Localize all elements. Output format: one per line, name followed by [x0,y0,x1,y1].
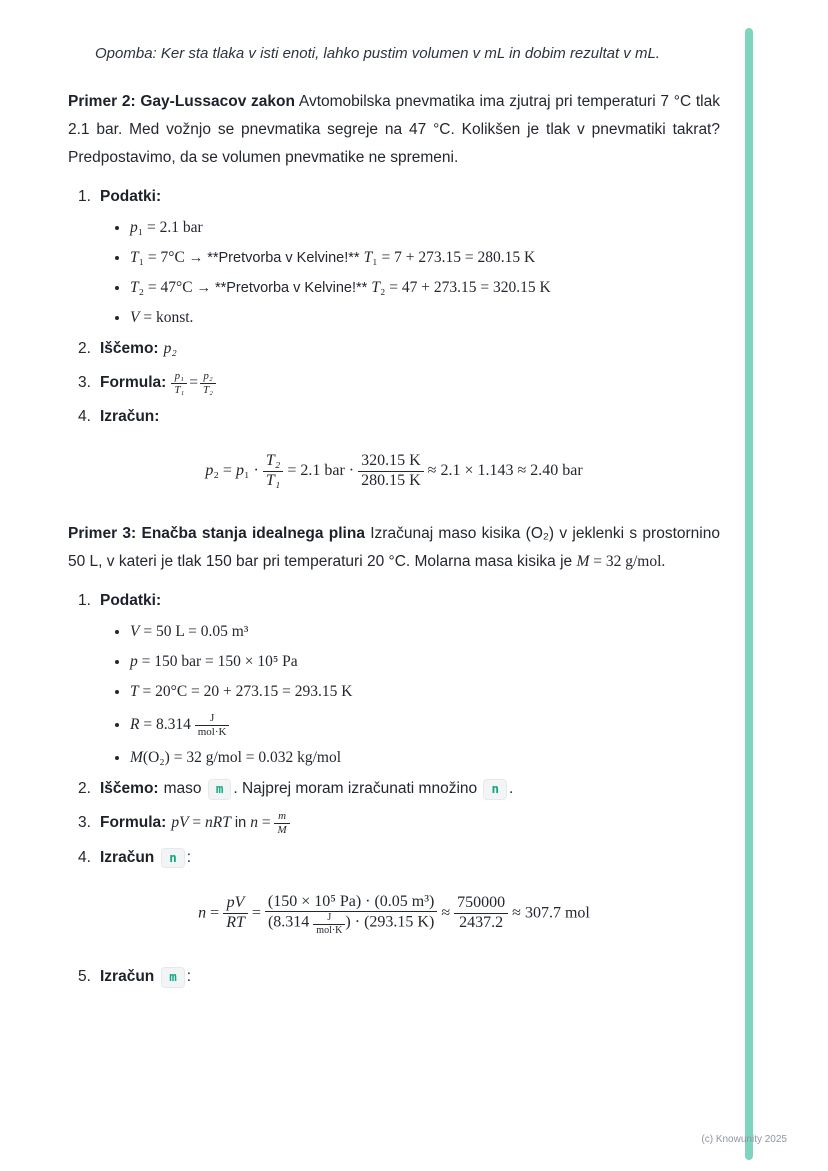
equation-ideal-gas [68,893,720,936]
math-text: ≈ [437,903,455,921]
math-expression [130,653,298,670]
math-text: (O₂) = 32 g/mol = 0.032 kg/mol [142,749,342,767]
math-var: V [130,309,140,326]
math-text: ) · (293.15 K) [345,913,435,931]
math-expression [130,279,551,296]
math-var: M [576,553,590,571]
math-var: pV [171,814,189,832]
fraction-numerator: 320.15 K [358,452,424,471]
text: . Najprej moram izračunati množino [233,780,482,798]
step-podatki-2 [78,186,720,208]
math-text: ≈ 2.1 × 1.143 ≈ 2.40 bar [423,462,583,480]
math-var: R [130,716,140,734]
fraction-numerator: p₂ [200,370,216,384]
fraction-numerator: T₂ [263,452,283,471]
colon: : [186,848,192,866]
math-text: ₁ = 7 + 273.15 = 280.15 K [372,249,536,266]
step-iscemo-2 [78,338,720,360]
math-sub: ₂ [213,462,219,480]
fraction [263,452,283,490]
inline-code-n: n [483,779,507,800]
data-point-t2 [130,278,720,298]
fraction-denominator: RT [226,913,245,931]
copyright: (c) Knowunity 2025 [701,1134,787,1145]
math-var: p₂ [163,340,177,357]
fraction-numerator: (150 × 10⁵ Pa) · (0.05 m³) [265,893,437,912]
math-text: ₁ = 2.1 bar [137,219,203,236]
fraction-denominator: T₂ [203,383,213,396]
fraction-denominator [265,912,437,936]
step-formula-2 [78,370,720,396]
inline-code-m: m [161,967,185,988]
fraction-numerator: J [313,912,345,925]
math-var: T [371,279,380,296]
data-point-p [130,652,720,672]
primer3-body: Izračunaj maso kisika (O₂) v jeklenki s prostornino 50 L, v kateri je tlak 150 bar pri temperaturi 20 °C. Molarna masa kisika je [68,525,720,571]
fraction [200,370,216,396]
math-expression [130,309,193,326]
step-formula-3 [78,810,720,836]
math-text: = 150 bar = 150 × 10⁵ Pa [137,653,298,671]
primer2-data-list [68,218,720,328]
primer3-paragraph [68,520,720,576]
data-point-m [130,748,720,768]
fraction [195,712,230,738]
fraction [274,810,289,836]
math-text: = 50 L = 0.05 m³ [139,623,249,641]
formula-expression [171,370,216,396]
math-var: T [130,249,139,266]
fraction-denominator: 280.15 K [361,471,421,489]
document-content [68,36,720,998]
fraction-denominator: mol·K [316,924,343,936]
podatki-label: Podatki: [100,188,162,205]
math-var: nRT [205,814,231,832]
data-point-v [130,622,720,642]
conjunction: in [230,815,251,832]
math-text: ₂ = 47°C [138,279,197,296]
math-var: p [130,219,138,236]
math-var: n [198,903,207,921]
equation-gay-lussac [68,452,720,490]
fraction-denominator: M [277,823,287,836]
fraction-numerator: J [195,712,230,726]
math-text: ≈ 307.7 mol [508,903,590,921]
conversion-note: → **Pretvorba v Kelvine!** [188,250,364,266]
colon: : [186,968,192,986]
fraction [454,894,508,932]
formula-expression [171,810,289,836]
list-number: 4. [78,408,91,426]
list-number: 1. [78,592,91,610]
math-expression [130,623,248,640]
primer2-title: Primer 2: Gay-Lussacov zakon [68,93,295,110]
inline-code-n: n [161,848,185,869]
math-var: M [130,749,143,767]
data-point-v [130,308,720,328]
data-point-t [130,682,720,702]
step-izracun-2 [78,406,720,428]
list-number: 3. [78,814,91,832]
math-var: T [363,249,373,266]
math-text: = [206,903,224,921]
iscemo-label: Iščemo: [100,780,159,798]
fraction-numerator: m [274,810,289,824]
math-text: = [247,903,265,921]
math-text: = 8.314 [139,716,195,734]
fraction-denominator: mol·K [197,725,227,738]
math-var: n [250,814,258,832]
izracun-label: Izračun [100,968,155,986]
primer2-paragraph [68,88,720,172]
math-text: = [257,814,275,832]
math-text: = 32 g/mol. [589,553,666,571]
math-text: · [249,462,263,480]
conversion-note: → **Pretvorba v Kelvine!** [196,280,372,296]
inline-code-m: m [208,779,232,800]
accent-stripe [745,28,753,1160]
math-sub: ₁ [243,462,250,480]
list-number: 2. [78,780,91,798]
fraction-denominator: T₁ [174,383,185,396]
math-text: ₂ = 47 + 273.15 = 320.15 K [379,279,551,296]
math-expression [130,249,535,266]
fraction-denominator: 2437.2 [459,913,504,931]
math-var: T [130,279,139,296]
iscemo-label: Iščemo: [100,340,159,357]
data-point-p1 [130,218,720,238]
math-var: p [205,462,214,480]
fraction [358,452,424,490]
step-izracun-n [78,847,720,869]
math-text: (8.314 [267,913,314,931]
formula-label: Formula: [100,814,167,832]
math-text: = [188,814,206,832]
note-text: Opomba: Ker sta tlaka v isti enoti, lahko pustim volumen v mL in dobim rezultat v mL. [95,45,660,62]
fraction-numerator: pV [223,894,248,913]
fraction [223,894,248,932]
fraction [313,912,345,936]
list-number: 2. [78,340,91,357]
math-text: = 20°C = 20 + 273.15 = 293.15 K [138,683,353,701]
math-text: = konst. [139,309,194,326]
text: maso [163,780,206,798]
math-text: = 2.1 bar · [283,462,359,480]
math-var: T [130,683,139,701]
math-var: p [130,653,138,671]
formula-label: Formula: [100,374,167,392]
iscemo-text [164,778,514,800]
fraction-numerator: 750000 [454,894,508,913]
math-expression [130,712,229,738]
math-text: = [189,374,199,392]
fraction [265,893,437,936]
list-number: 1. [78,188,91,205]
step-izracun-m [78,966,720,988]
text: . [508,780,514,798]
fraction-numerator: p₁ [171,370,187,384]
primer2-body: Avtomobilska pnevmatika ima zjutraj pri temperaturi 7 °C tlak 2.1 bar. Med vožnjo se pnevmatika segreje na 47 °C. Kolikšen je tlak v pnevmatiki takrat? Predpostavimo, da se volumen pnevmatike ne spremeni. [68,93,721,166]
math-expression [130,749,341,766]
math-var: V [130,623,140,641]
primer3-title: Primer 3: Enačba stanja idealnega plina [68,525,365,543]
math-var: p [235,462,244,480]
list-number: 5. [78,968,91,986]
izracun-label: Izračun: [100,408,160,426]
math-expression [130,683,352,700]
math-text: = [218,462,236,480]
step-iscemo-3 [78,778,720,800]
step-podatki-3 [78,590,720,612]
list-number: 4. [78,848,91,866]
math-expression [130,219,203,236]
data-point-r [130,712,720,738]
list-number: 3. [78,374,91,392]
data-point-t1 [130,248,720,268]
izracun-label: Izračun [100,848,155,866]
math-text: ₁ = 7°C [138,249,189,266]
primer3-data-list [68,622,720,768]
fraction [171,370,187,396]
fraction-denominator: T₁ [265,471,281,489]
podatki-label: Podatki: [100,592,162,610]
